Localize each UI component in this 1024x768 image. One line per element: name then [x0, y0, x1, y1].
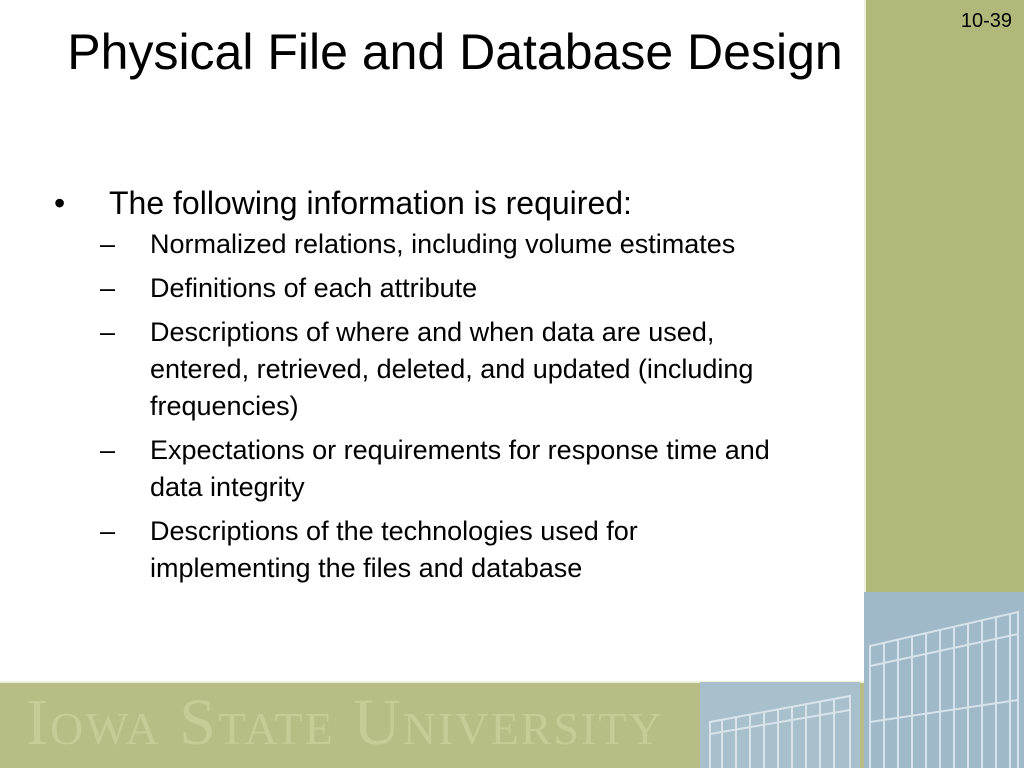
sub-bullet-item [46, 513, 846, 587]
sub-bullet-text: Expectations or requirements for response time and data integrity [150, 435, 770, 502]
bullet-text: The following information is required: [109, 185, 632, 221]
bullet-marker: • [54, 185, 66, 221]
sub-bullet-marker: – [100, 435, 116, 465]
sub-bullet-text: Normalized relations, including volume estimates [150, 229, 736, 259]
bullet-point [46, 182, 846, 224]
page-number: 10-39 [960, 10, 1012, 32]
sub-bullet-marker: – [100, 229, 116, 259]
university-watermark: Iowa State University [26, 686, 664, 759]
sub-bullet-item [46, 226, 846, 263]
sub-bullet-marker: – [100, 273, 116, 303]
sub-bullet-list [46, 226, 846, 587]
sub-bullet-item [46, 314, 846, 425]
slide-title: Physical File and Database Design [67, 24, 843, 80]
sub-bullet-item [46, 432, 846, 506]
campanile-image-bottom [700, 682, 860, 768]
sub-bullet-text: Descriptions of where and when data are used, entered, retrieved, deleted, and updated (including frequencies) [150, 317, 754, 421]
sub-bullet-text: Definitions of each attribute [150, 273, 478, 303]
slide-content [46, 182, 846, 594]
sub-bullet-marker: – [100, 516, 116, 546]
campanile-image-side [864, 592, 1024, 768]
sub-bullet-text: Descriptions of the technologies used for implementing the files and database [150, 516, 638, 583]
sub-bullet-marker: – [100, 317, 116, 347]
sub-bullet-item [46, 270, 846, 307]
